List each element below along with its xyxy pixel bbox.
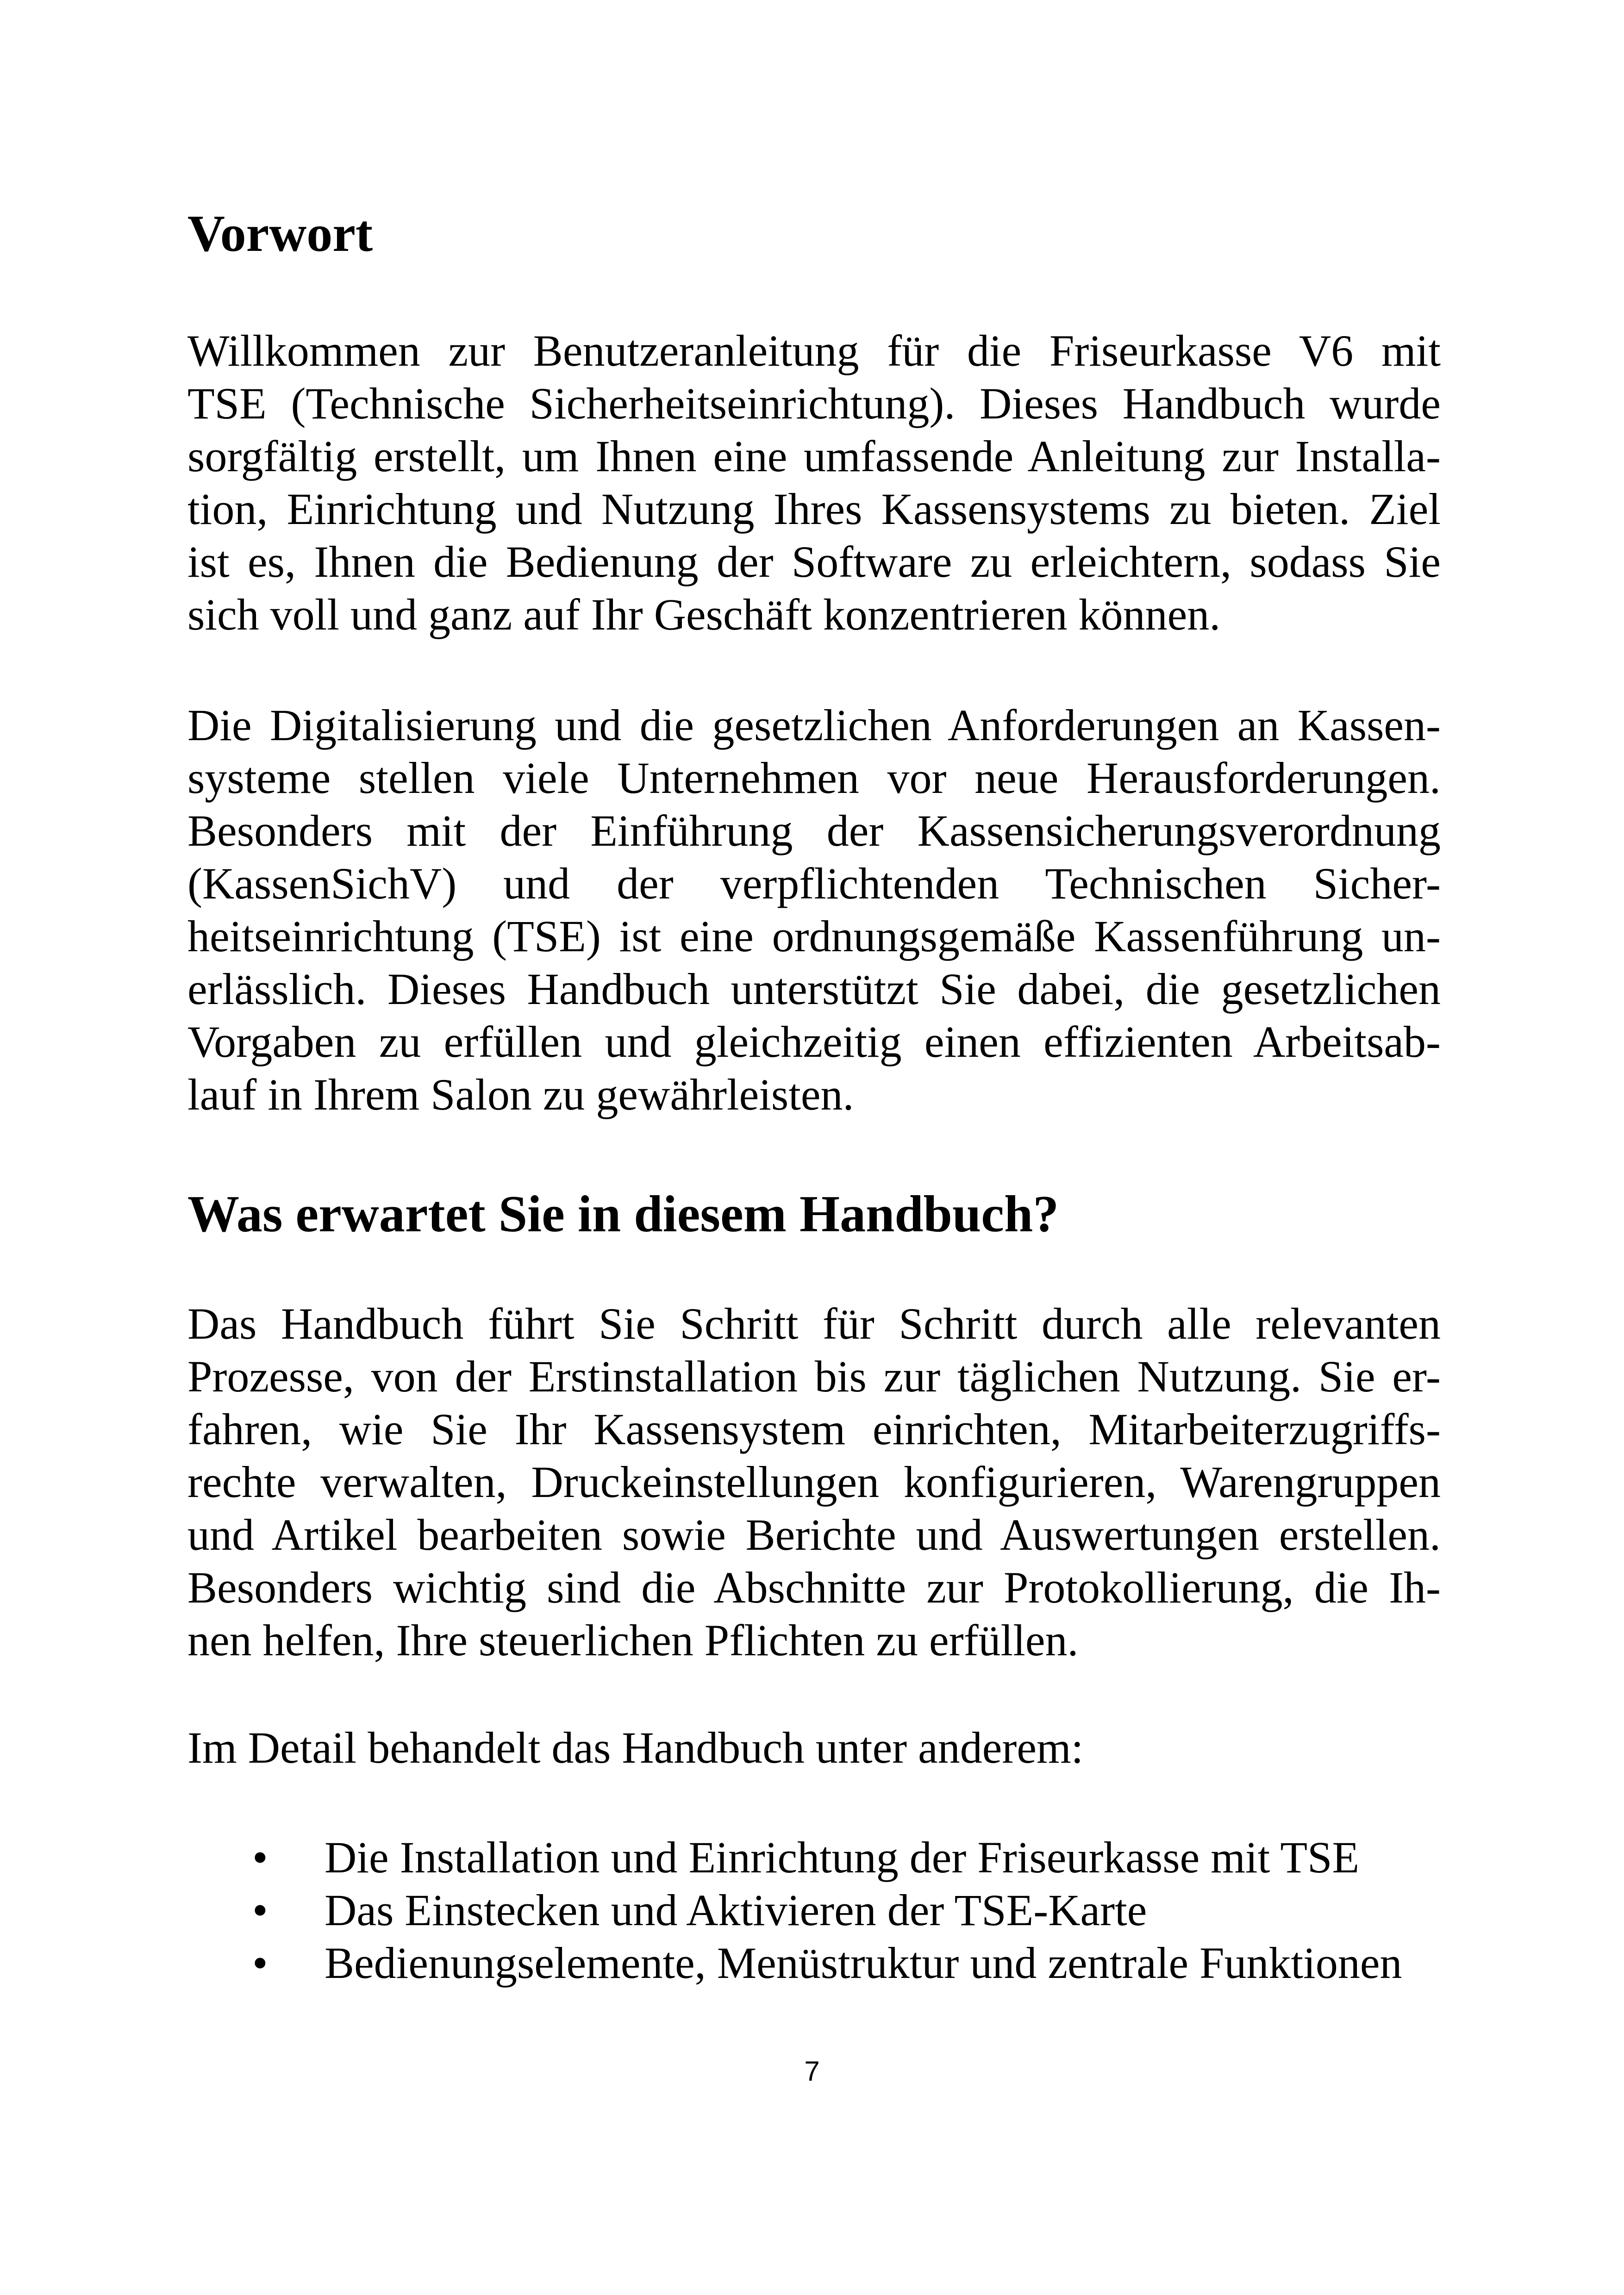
bullet-list (187, 1831, 1441, 1989)
heading-vorwort: Vorwort (187, 205, 373, 262)
text-line: ist es, Ihnen die Bedienung der Software zu erleichtern, sodass Sie (187, 537, 1441, 586)
text-line: Im Detail behandelt das Handbuch unter anderem: (187, 1723, 1084, 1772)
page-number: 7 (804, 2056, 820, 2087)
text-line: Die Digitalisierung und die gesetzlichen Anforderungen an Kassen- (187, 700, 1441, 750)
text-line: TSE (Technische Sicherheitseinrichtung). Dieses Handbuch wurde (187, 379, 1441, 428)
text-line: Das Handbuch führt Sie Schritt für Schritt durch alle relevanten (187, 1299, 1441, 1348)
text-line: erlässlich. Dieses Handbuch unterstützt Sie dabei, die gesetzlichen (187, 964, 1441, 1014)
bullet-icon: • (252, 1885, 268, 1935)
list-item-text: Bedienungselemente, Menüstruktur und zentrale Funktionen (325, 1938, 1402, 1988)
text-line: Vorgaben zu erfüllen und gleichzeitig einen effizienten Arbeitsab- (187, 1017, 1441, 1066)
text-line: sich voll und ganz auf Ihr Geschäft konzentrieren können. (187, 590, 1221, 639)
list-item (187, 1884, 1441, 1937)
list-item-text: Die Installation und Einrichtung der Friseurkasse mit TSE (325, 1833, 1360, 1882)
text-line: fahren, wie Sie Ihr Kassensystem einrichten, Mitarbeiterzugriffs- (187, 1404, 1441, 1454)
text-line: nen helfen, Ihre steuerlichen Pflichten zu erfüllen. (187, 1615, 1079, 1665)
text-line: Besonders wichtig sind die Abschnitte zur Protokollierung, die Ih- (187, 1563, 1441, 1612)
paragraph-handbuch (187, 1297, 1441, 1667)
list-item-text: Das Einstecken und Aktivieren der TSE-Karte (325, 1885, 1147, 1935)
list-item (187, 1937, 1441, 1989)
text-line: lauf in Ihrem Salon zu gewährleisten. (187, 1070, 854, 1119)
text-line: Besonders mit der Einführung der Kassensicherungsverordnung (187, 806, 1441, 855)
text-line: Prozesse, von der Erstinstallation bis zur täglichen Nutzung. Sie er- (187, 1352, 1441, 1401)
list-item (187, 1831, 1441, 1884)
text-line: sorgfältig erstellt, um Ihnen eine umfassende Anleitung zur Installa- (187, 431, 1441, 481)
text-line: und Artikel bearbeiten sowie Berichte und Auswertungen erstellen. (187, 1510, 1441, 1559)
paragraph-im-detail (187, 1721, 1441, 1774)
bullet-icon: • (252, 1938, 268, 1988)
heading-was-erwartet: Was erwartet Sie in diesem Handbuch? (187, 1185, 1059, 1243)
paragraph-digitalisierung (187, 699, 1441, 1121)
bullet-icon: • (252, 1833, 268, 1882)
text-line: systeme stellen viele Unternehmen vor neue Herausforderungen. (187, 753, 1441, 803)
text-line: tion, Einrichtung und Nutzung Ihres Kassensystems zu bieten. Ziel (187, 484, 1441, 534)
paragraph-intro (187, 324, 1441, 641)
text-line: heitseinrichtung (TSE) ist eine ordnungsgemäße Kassenführung un- (187, 911, 1441, 961)
text-line: rechte verwalten, Druckeinstellungen konfigurieren, Warengruppen (187, 1457, 1441, 1507)
text-line: (KassenSichV) und der verpflichtenden Technischen Sicher- (187, 859, 1441, 908)
text-line: Willkommen zur Benutzeranleitung für die Friseurkasse V6 mit (187, 326, 1441, 375)
